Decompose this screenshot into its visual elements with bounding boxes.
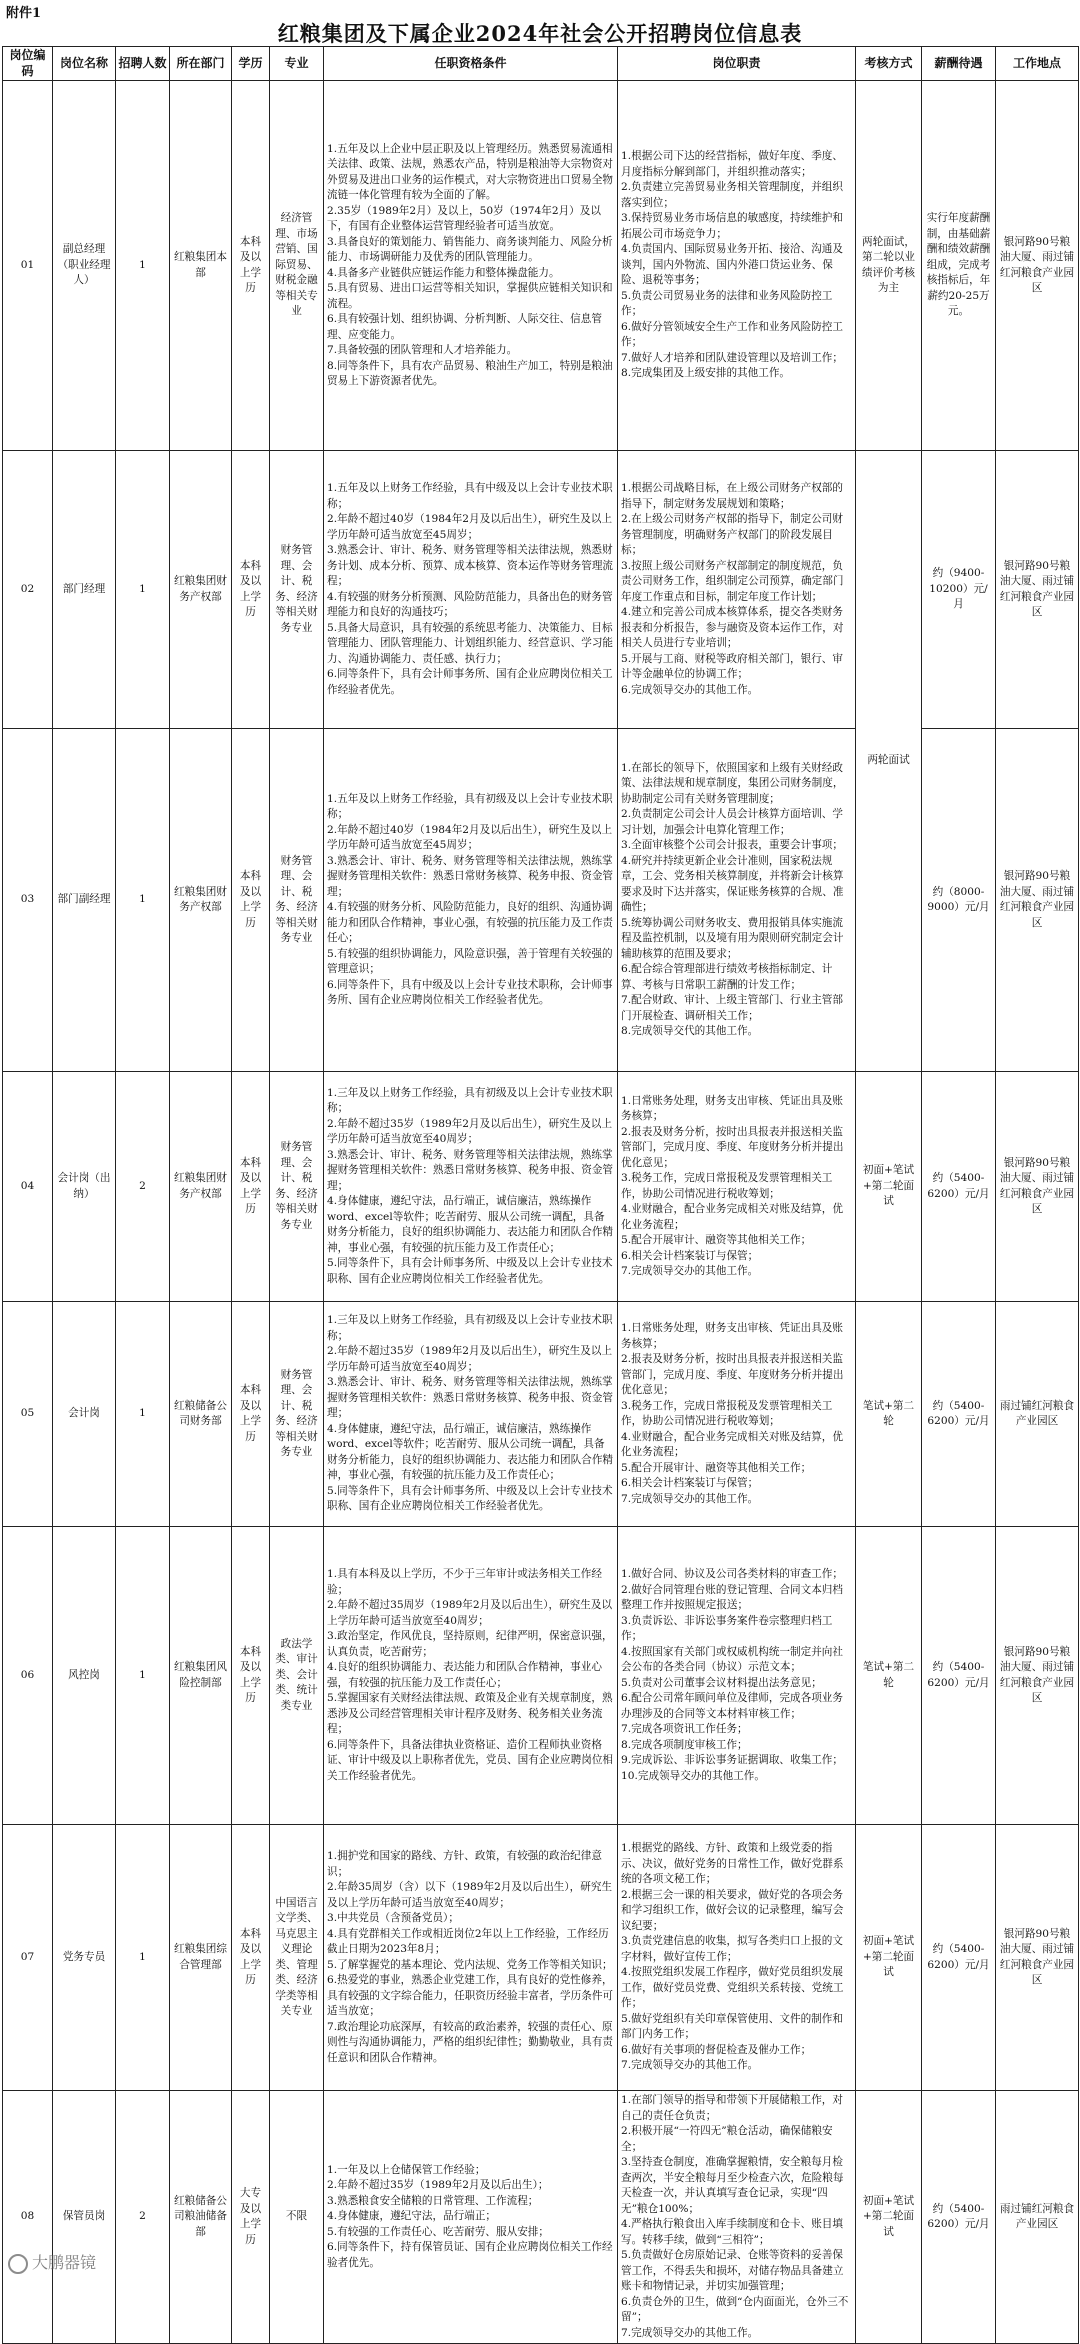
list-item: 1.在部长的领导下，依照国家和上级有关财经政策、法律法规和规章制度，集团公司财务制度，协助制定公司有关财务管理制度； — [621, 761, 844, 805]
list-item: 4.严格执行粮食出入库手续制度和仓卡、账目填写。转移手续，做到“三相符”； — [621, 2218, 843, 2246]
cell-dept: 红粮集团财务产权部 — [170, 729, 232, 1072]
list-item: 3.按照上级公司财务产权部制定的制度规范，负责公司财务工作，组织制定公司预算，确定部门年度工作重点和目标，制定年度工作计划； — [621, 559, 844, 603]
list-item: 7.完成领导交办的其他工作。 — [621, 2059, 759, 2072]
list-item: 6.同等条件下，具有会计师事务所、国有企业应聘岗位相关工作经验者优先。 — [327, 668, 613, 696]
header-major: 专业 — [270, 47, 324, 81]
list-item: 4.具备多产业链供应链运作能力和整体操盘能力。 — [327, 266, 560, 279]
list-item: 6.完成领导交办的其他工作。 — [621, 683, 759, 696]
cell-salary: 约（5400-6200）元/月 — [922, 2091, 996, 2344]
list-item: 7.具备较强的团队管理和人才培养能力。 — [327, 344, 518, 356]
cell-major: 财务管理、会计、税务、经济等相关财务专业 — [270, 1072, 324, 1302]
cell-major: 财务管理、会计、税务、经济等相关财务专业 — [270, 1302, 324, 1527]
list-item: 5.配合开展审计、融资等其他相关工作； — [621, 1461, 812, 1474]
list-item: 4.负责国内、国际贸易业务开拓、接洽、沟通及谈判，国内外物流、国内外港口货运业务、保险、退税等事务； — [621, 243, 843, 287]
cell-dept: 红粮集团风险控制部 — [170, 1527, 232, 1825]
list-item: 6.热爱党的事业，熟悉企业党建工作，具有良好的党性修养，具有较强的文字综合能力，任职资历经验丰富者，学历条件可适当放宽； — [327, 1974, 614, 2017]
cell-place: 银河路90号粮油大厦、雨过铺红河粮食产业园区 — [996, 451, 1079, 729]
cell-name: 保管员岗 — [53, 2091, 116, 2344]
list-item: 3.全面审核整个公司会计报表，重要会计事项； — [621, 839, 843, 851]
cell-edu: 本科及以上学历 — [232, 1072, 270, 1302]
list-item: 6.同等条件下，具有中级及以上会计专业技术职称，会计师事务所、国有企业应聘岗位相关工作经验者优先。 — [327, 978, 613, 1006]
watermark-text: 大鹏器镜 — [32, 2253, 97, 2272]
cell-major: 财务管理、会计、税务、经济等相关财务专业 — [270, 729, 324, 1072]
cell-dept: 红粮集团综合管理部 — [170, 1825, 232, 2091]
cell-name: 部门经理 — [53, 451, 116, 729]
list-item: 6.同等条件下，持有保管员证、国有企业应聘岗位相关工作经验者优先。 — [327, 2241, 613, 2269]
header-name: 岗位名称 — [53, 47, 116, 81]
list-item: 5.有较强的工作责任心、吃苦耐劳、服从安排； — [327, 2225, 549, 2238]
cell-code: 01 — [3, 81, 53, 451]
cell-place: 银河路90号粮油大厦、雨过铺红河粮食产业园区 — [996, 1072, 1079, 1302]
cell-count: 2 — [116, 2091, 170, 2344]
cell-code: 07 — [3, 1825, 53, 2091]
list-item: 2.根据三会一课的相关要求，做好党的各项会务和学习组织工作，做好会议的记录整理，编写会议纪要； — [621, 1888, 844, 1932]
list-item: 1.做好合同、协议及公司各类材料的审查工作； — [621, 1568, 843, 1580]
list-item: 2.年龄不超过35周岁（1989年2月及以后出生），研究生及以上学历年龄可适当放宽至40周岁； — [327, 1599, 613, 1627]
cell-count: 1 — [116, 1825, 170, 2091]
list-item: 2.报表及财务分析，按时出具报表并报送相关监管部门，完成月度、季度、年度财务分析并提出优化意见； — [621, 1353, 844, 1396]
cell-place: 银河路90号粮油大厦、雨过铺红河粮食产业园区 — [996, 81, 1079, 451]
list-item: 2.年龄不超过35岁（1989年2月及以后出生）； — [327, 2179, 549, 2192]
cell-code: 04 — [3, 1072, 53, 1302]
list-item: 2.积极开展“一符四无”粮仓活动，确保储粮安全； — [621, 2125, 833, 2153]
cell-salary: 约（5400-6200）元/月 — [922, 1825, 996, 2091]
cell-quals — [324, 81, 618, 451]
cell-name: 风控岗 — [53, 1527, 116, 1825]
list-item: 3.熟悉会计、审计、税务、财务管理等相关法律法规，熟悉财务计划、成本分析、预算、成本核算、资本运作等财务管理流程； — [327, 544, 614, 587]
cell-edu: 本科及以上学历 — [232, 729, 270, 1072]
list-item: 1.三年及以上财务工作经验，具有初级及以上会计专业技术职称； — [327, 1314, 613, 1342]
list-item: 6.负责仓外的卫生，做到“仓内面面光，仓外三不留”； — [621, 2295, 849, 2323]
list-item: 3.负责诉讼、非诉讼事务案件卷宗整理归档工作； — [621, 1614, 833, 1642]
cell-salary: 约（5400-6200）元/月 — [922, 1527, 996, 1825]
cell-duties — [618, 451, 856, 729]
list-item: 1.三年及以上财务工作经验，具有初级及以上会计专业技术职称； — [327, 1086, 613, 1115]
cell-quals — [324, 1072, 618, 1302]
cell-duties — [618, 1825, 856, 2091]
list-item: 4.身体健康，遵纪守法，品行端正，诚信廉洁，熟练操作word、excel等软件；吃苦耐劳、服从公司统一调配，具备财务分析能力，良好的组织协调能力、表达能力和团队合作精神，事业心强，有较强的抗压能力及工作责任心； — [327, 1195, 614, 1254]
table-row — [3, 2091, 1079, 2344]
list-item: 6.相关会计档案装订与保管； — [621, 1477, 759, 1489]
cell-edu: 本科及以上学历 — [232, 1825, 270, 2091]
cell-edu: 本科及以上学历 — [232, 451, 270, 729]
list-item: 6.配合公司常年顾问单位及律师，完成各项业务办理涉及的合同等文本材料审核工作； — [621, 1692, 843, 1720]
list-item: 5.了解掌握党的基本理论、党内法规、党务工作等相关知识； — [327, 1958, 613, 1971]
list-item: 1.一年及以上仓储保管工作经验； — [327, 2163, 486, 2176]
list-item: 3.具备良好的策划能力、销售能力、商务谈判能力、风险分析能力、市场调研能力及优秀的团队管理能力。 — [327, 235, 613, 263]
list-item: 2.负责建立完善贸易业务相关管理制度，并组织落实到位； — [621, 181, 843, 209]
cell-place: 银河路90号粮油大厦、雨过铺红河粮食产业园区 — [996, 729, 1079, 1072]
cell-exam: 初面+笔试+第二轮面试 — [856, 1072, 922, 1302]
cell-edu: 本科及以上学历 — [232, 1302, 270, 1527]
cell-place: 雨过铺红河粮食产业园区 — [996, 2091, 1079, 2344]
table-row — [3, 1302, 1079, 1527]
header-code: 岗位编码 — [3, 47, 53, 81]
list-item: 6.做好分管领域安全生产工作和业务风险防控工作； — [621, 320, 843, 349]
list-item: 6.相关会计档案装订与保管； — [621, 1249, 759, 1262]
annex-label: 附件1 — [6, 6, 42, 21]
list-item: 3.保持贸易业务市场信息的敏感度，持续维护和拓展公司市场竞争力； — [621, 212, 843, 240]
header-place: 工作地点 — [996, 47, 1079, 81]
list-item: 1.五年及以上企业中层正职及以上管理经历。熟悉贸易流通相关法律、政策、法规，熟悉农产品，特别是粮油等大宗物资对外贸易及进出口业务的运作模式，对大宗物资进出口贸易全物流链一体化管理有较为全面的了解。 — [327, 142, 614, 201]
list-item: 5.同等条件下，具有会计师事务所、中级及以上会计专业技术职称、国有企业应聘岗位相关工作经验者优先。 — [327, 1257, 613, 1285]
list-item: 4.按照国家有关部门或权威机构统一制定并向社会公布的各类合同（协议）示范文本； — [621, 1645, 843, 1673]
cell-exam-merged: 两轮面试 — [856, 451, 922, 1072]
cell-exam: 笔试+第二轮 — [856, 1302, 922, 1527]
list-item: 4.良好的组织协调能力、表达能力和团队合作精神，事业心强，有较强的抗压能力及工作责任心； — [327, 1661, 602, 1689]
cell-salary: 约（5400-6200）元/月 — [922, 1072, 996, 1302]
cell-place: 银河路90号粮油大厦、雨过铺红河粮食产业园区 — [996, 1527, 1079, 1825]
cell-name: 党务专员 — [53, 1825, 116, 2091]
cell-major: 经济管理、市场营销、国际贸易、财税金融等相关专业 — [270, 81, 324, 451]
list-item: 4.有较强的财务分析预测、风险防范能力，具备出色的财务管理能力和良好的沟通技巧； — [327, 590, 613, 618]
list-item: 1.根据公司下达的经营指标，做好年度、季度、月度指标分解到部门，并组织推动落实； — [621, 150, 843, 178]
list-item: 5.做好党组织有关印章保管使用、文件的制作和部门内务工作； — [621, 2012, 843, 2041]
cell-exam: 初面+笔试+第二轮面试 — [856, 2091, 922, 2344]
header-exam: 考核方式 — [856, 47, 922, 81]
header-edu: 学历 — [232, 47, 270, 81]
table-row — [3, 81, 1079, 451]
cell-major: 中国语言文学类、马克思主义理论类、管理类、经济学类等相关专业 — [270, 1825, 324, 2091]
recruitment-table — [2, 46, 1079, 2344]
list-item: 3.中共党员（含预备党员）； — [327, 1912, 459, 1924]
cell-dept: 红粮集团财务产权部 — [170, 1072, 232, 1302]
list-item: 3.税务工作，完成日常报税及发票管理相关工作，协助公司情况进行税收筹划； — [621, 1399, 833, 1427]
list-item: 1.五年及以上财务工作经验，具有中级及以上会计专业技术职称； — [327, 482, 613, 510]
list-item: 3.熟悉会计、审计、税务、财务管理等相关法律法规，熟练掌握财务管理相关软件：熟悉日常财务核算、税务申报、资金管理； — [327, 854, 614, 898]
list-item: 5.配合开展审计、融资等其他相关工作； — [621, 1234, 812, 1246]
watermark — [8, 2250, 96, 2274]
cell-duties — [618, 81, 856, 451]
cell-exam: 初面+笔试+第二轮面试 — [856, 1825, 922, 2091]
list-item: 2.年龄不超过35岁（1989年2月及以后出生），研究生及以上学历年龄可适当放宽至40周岁； — [327, 1345, 613, 1373]
cell-code: 08 — [3, 2091, 53, 2344]
cell-duties — [618, 2091, 856, 2344]
cell-count: 1 — [116, 451, 170, 729]
cell-code: 05 — [3, 1302, 53, 1527]
list-item: 7.完成领导交办的其他工作。 — [621, 1492, 759, 1505]
list-item: 2.年龄不超过35岁（1989年2月及以后出生），研究生及以上学历年龄可适当放宽至40周岁； — [327, 1117, 613, 1146]
cell-count: 1 — [116, 81, 170, 451]
list-item: 2.负责制定公司会计人员会计核算方面培训、学习计划，加强会计电算化管理工作； — [621, 808, 843, 836]
list-item: 5.开展与工商、财税等政府相关部门，银行、审计等金融单位的协调工作； — [621, 652, 843, 680]
list-item: 1.根据党的路线、方针、政策和上级党委的指示、决议，做好党务的日常性工作，做好党群系统的各项文秘工作； — [621, 1842, 844, 1886]
cell-exam: 两轮面试，第二轮以业绩评价考核为主 — [856, 81, 922, 451]
cell-salary: 约（8000-9000）元/月 — [922, 729, 996, 1072]
list-item: 3.熟悉会计、审计、税务、财务管理等相关法律法规，熟练掌握财务管理相关软件：熟悉日常财务核算、税务申报、资金管理； — [327, 1376, 614, 1420]
list-item: 6.同等条件下，具备法律执业资格证、造价工程师执业资格证、审计中级及以上职称者优先，党员、国有企业应聘岗位相关工作经验者优先。 — [327, 1738, 614, 1782]
list-item: 5.掌握国家有关财经法律法规、政策及企业有关规章制度，熟悉涉及公司经营管理相关审计程序及财务、税务相关业务流程； — [327, 1692, 613, 1735]
cell-quals — [324, 2091, 618, 2344]
list-item: 5.统筹协调公司财务收支、费用报销具体实施流程及监控机制，以及境有用为限则研究制定会计辅助核算的范围及要求； — [621, 916, 844, 960]
table-row — [3, 451, 1079, 729]
list-item: 2.做好合同管理台账的登记管理、合同文本归档整理工作并按照规定报送； — [621, 1583, 843, 1611]
cell-quals — [324, 1302, 618, 1527]
page-title: 红粮集团及下属企业2024年社会公开招聘岗位信息表 — [277, 21, 803, 46]
cell-edu: 本科及以上学历 — [232, 1527, 270, 1825]
cell-code: 03 — [3, 729, 53, 1072]
list-item: 2.报表及财务分析，按时出具报表并报送相关监管部门，完成月度、季度、年度财务分析并提出优化意见； — [621, 1125, 844, 1169]
watermark-logo-icon — [8, 2254, 28, 2274]
list-item: 2.年龄不超过40岁（1984年2月及以后出生），研究生及以上学历年龄可适当放宽至45周岁； — [327, 513, 613, 541]
list-item: 1.五年及以上财务工作经验，具有初级及以上会计专业技术职称； — [327, 792, 613, 820]
cell-exam: 笔试+第二轮 — [856, 1527, 922, 1825]
list-item: 4.业财融合，配合业务完成相关对账及结算，优化业务流程； — [621, 1203, 843, 1231]
header-salary: 薪酬待遇 — [922, 47, 996, 81]
cell-code: 02 — [3, 451, 53, 729]
cell-quals — [324, 729, 618, 1072]
list-item: 9.完成诉讼、非诉讼事务证据调取、收集工作； — [621, 1754, 843, 1766]
cell-count: 2 — [116, 1072, 170, 1302]
list-item: 5.负责公司贸易业务的法律和业务风险防控工作； — [621, 289, 833, 318]
cell-name: 部门副经理 — [53, 729, 116, 1072]
list-item: 1.具有本科及以上学历，不少于三年审计或法务相关工作经验； — [327, 1568, 602, 1596]
list-item: 6.做好有关事项的督促检查及催办工作； — [621, 2043, 812, 2056]
list-item: 6.具有较强计划、组织协调、分析判断、人际交往、信息管理、应变能力。 — [327, 313, 602, 341]
list-item: 3.政治坚定，作风优良，坚持原则，纪律严明，保密意识强，认真负责，吃苦耐劳； — [327, 1630, 613, 1658]
header-quals: 任职资格条件 — [324, 47, 618, 81]
list-item: 7.完成各项资讯工作任务； — [621, 1723, 748, 1735]
cell-quals — [324, 1825, 618, 2091]
list-item: 10.完成领导交办的其他工作。 — [621, 1769, 765, 1782]
cell-name: 会计岗 — [53, 1302, 116, 1527]
cell-code: 06 — [3, 1527, 53, 1825]
cell-edu: 大专及以上学历 — [232, 2091, 270, 2344]
cell-place: 银河路90号粮油大厦、雨过铺红河粮食产业园区 — [996, 1825, 1079, 2091]
list-item: 4.身体健康，遵纪守法，品行端正，诚信廉洁，熟练操作word、excel等软件；吃苦耐劳、服从公司统一调配，具备财务分析能力，良好的组织协调能力、表达能力和团队合作精神，事业心强，有较强的抗压能力及工作责任心； — [327, 1422, 614, 1482]
cell-duties — [618, 1072, 856, 1302]
list-item: 6.配合综合管理部进行绩效考核指标制定、计算、考核与日常职工薪酬的计发工作； — [621, 963, 833, 991]
list-item: 2.年龄不超过40岁（1984年2月及以后出生），研究生及以上学历年龄可适当放宽至45周岁； — [327, 823, 613, 851]
list-item: 3.熟悉会计、审计、税务、财务管理等相关法律法规，熟练掌握财务管理相关软件：熟悉日常财务核算、税务申报、资金管理； — [327, 1148, 614, 1192]
cell-major: 不限 — [270, 2091, 324, 2344]
table-row — [3, 1825, 1079, 2091]
cell-dept: 红粮储备公司财务部 — [170, 1302, 232, 1527]
cell-dept: 红粮集团本部 — [170, 81, 232, 451]
list-item: 3.负责党建信息的收集，拟写各类归口上报的文字材料，做好宣传工作； — [621, 1935, 843, 1963]
list-item: 4.业财融合，配合业务完成相关对账及结算，优化业务流程； — [621, 1430, 843, 1458]
table-header-row — [3, 47, 1079, 81]
list-item: 7.完成领导交办的其他工作。 — [621, 2326, 759, 2339]
list-item: 2.35岁（1989年2月）及以上，50岁（1974年2月）及以下，有国有企业整体运营管理经验者可适当放宽。 — [327, 204, 601, 232]
cell-name: 副总经理（职业经理人） — [53, 81, 116, 451]
table-row — [3, 1527, 1079, 1825]
list-item: 2.在上级公司财务产权部的指导下，制定公司财务管理制度，明确财务产权部门的阶段发展目标； — [621, 513, 843, 556]
list-item: 5.有较强的组织协调能力，风险意识强，善于管理有关较强的管理意识； — [327, 947, 613, 975]
cell-salary: 实行年度薪酬制，由基础薪酬和绩效薪酬组成，完成考核指标后，年薪约20-25万元。 — [922, 81, 996, 451]
list-item: 3.熟悉粮食安全储粮的日常管理、工作流程； — [327, 2194, 539, 2207]
list-item: 2.年龄35周岁（含）以下（1989年2月及以后出生），研究生及以上学历年龄可适当放宽至40周岁； — [327, 1881, 613, 1909]
cell-edu: 本科及以上学历 — [232, 81, 270, 451]
list-item: 1.拥护党和国家的路线、方针、政策，有较强的政治纪律意识； — [327, 1850, 602, 1878]
header-dept: 所在部门 — [170, 47, 232, 81]
header-count: 招聘人数 — [116, 47, 170, 81]
list-item: 7.做好人才培养和团队建设管理以及培训工作； — [621, 351, 843, 364]
cell-major: 政法学类、审计类、会计类、统计类专业 — [270, 1527, 324, 1825]
list-item: 1.日常账务处理，财务支出审核、凭证出具及账务核算； — [621, 1094, 843, 1122]
header-duties: 岗位职责 — [618, 47, 856, 81]
table-row — [3, 1072, 1079, 1302]
cell-quals — [324, 451, 618, 729]
list-item: 1.在部门领导的指导和带领下开展储粮工作，对自己的责任仓负责； — [621, 2094, 843, 2122]
list-item: 7.配合财政、审计、上级主管部门、行业主管部门开展检查、调研相关工作； — [621, 994, 843, 1022]
list-item: 8.完成集团及上级安排的其他工作。 — [621, 367, 791, 380]
cell-major: 财务管理、会计、税务、经济等相关财务专业 — [270, 451, 324, 729]
list-item: 4.具有党群相关工作或相近岗位2年以上工作经验，工作经历截止日期为2023年8月； — [327, 1927, 609, 1955]
list-item: 4.研究并持续更新企业会计准则，国家税法规章，工会、党务相关核算制度，并将新会计核算要求及时下达并落实，保证账务核算的合规、准确性； — [621, 854, 844, 913]
list-item: 8.完成各项制度审核工作； — [621, 1738, 748, 1751]
cell-count: 1 — [116, 1527, 170, 1825]
cell-duties — [618, 1527, 856, 1825]
list-item: 4.建立和完善公司成本核算体系，提交各类财务报表和分析报告，参与融资及资本运作工作，对相关人员进行专业培训； — [621, 606, 844, 649]
list-item: 5.具备大局意识，具有较强的系统思考能力、决策能力、目标管理能力、团队管理能力、计划组织能力、经营意识、学习能力、沟通协调能力、责任感、执行力； — [327, 621, 614, 665]
list-item: 5.负责对公司董事会议材料提出法务意见； — [621, 1676, 822, 1689]
cell-salary: 约（9400-10200）元/月 — [922, 451, 996, 729]
cell-quals — [324, 1527, 618, 1825]
list-item: 5.同等条件下，具有会计师事务所、中级及以上会计专业技术职称、国有企业应聘岗位相关工作经验者优先。 — [327, 1484, 613, 1513]
cell-duties — [618, 1302, 856, 1527]
list-item: 4.按照党组织发展工作程序，做好党员组织发展工作，做好党员党费、党组织关系转接、党统工作； — [621, 1966, 844, 2010]
list-item: 5.具有贸易、进出口运营等相关知识，掌握供应链相关知识和流程。 — [327, 282, 613, 310]
list-item: 3.坚持查仓制度，准确掌握粮情，安全粮每月检查两次，半安全粮每月至少检查六次，危险粮每天检查一次，并认真填写查仓记录，实现“四无”粮仓100%； — [621, 2156, 844, 2215]
cell-duties — [618, 729, 856, 1072]
cell-dept: 红粮储备公司粮油储备部 — [170, 2091, 232, 2344]
cell-salary: 约（5400-6200）元/月 — [922, 1302, 996, 1527]
list-item: 7.完成领导交办的其他工作。 — [621, 1265, 759, 1277]
cell-place: 雨过铺红河粮食产业园区 — [996, 1302, 1079, 1527]
list-item: 3.税务工作，完成日常报税及发票管理相关工作，协助公司情况进行税收筹划； — [621, 1172, 833, 1200]
cell-name: 会计岗（出纳） — [53, 1072, 116, 1302]
list-item: 8.同等条件下，具有农产品贸易、粮油生产加工，特别是粮油贸易上下游资源者优先。 — [327, 359, 613, 387]
list-item: 1.根据公司战略目标，在上级公司财务产权部的指导下，制定财务发展规划和策略； — [621, 482, 843, 510]
cell-count: 1 — [116, 729, 170, 1072]
cell-dept: 红粮集团财务产权部 — [170, 451, 232, 729]
list-item: 1.日常账务处理，财务支出审核、凭证出具及账务核算； — [621, 1322, 843, 1350]
list-item: 5.负责做好仓房原始记录、仓账等资料的妥善保管工作，不得丢失和损坏，对储存物品具备建立账卡和物情记录，并切实加强管理； — [621, 2249, 844, 2292]
list-item: 4.有较强的财务分析、风险防范能力，良好的组织、沟通协调能力和团队合作精神，事业心强，有较强的抗压能力及工作责任心； — [327, 901, 614, 944]
list-item: 8.完成领导交代的其他工作。 — [621, 1025, 759, 1037]
cell-count: 1 — [116, 1302, 170, 1527]
list-item: 7.政治理论功底深厚，有较高的政治素养，较强的责任心、原则性与沟通协调能力，严格的组织纪律性；勤勤敬业，具有责任意识和团队合作精神。 — [327, 2020, 614, 2064]
list-item: 4.身体健康，遵纪守法，品行端正； — [327, 2210, 497, 2223]
